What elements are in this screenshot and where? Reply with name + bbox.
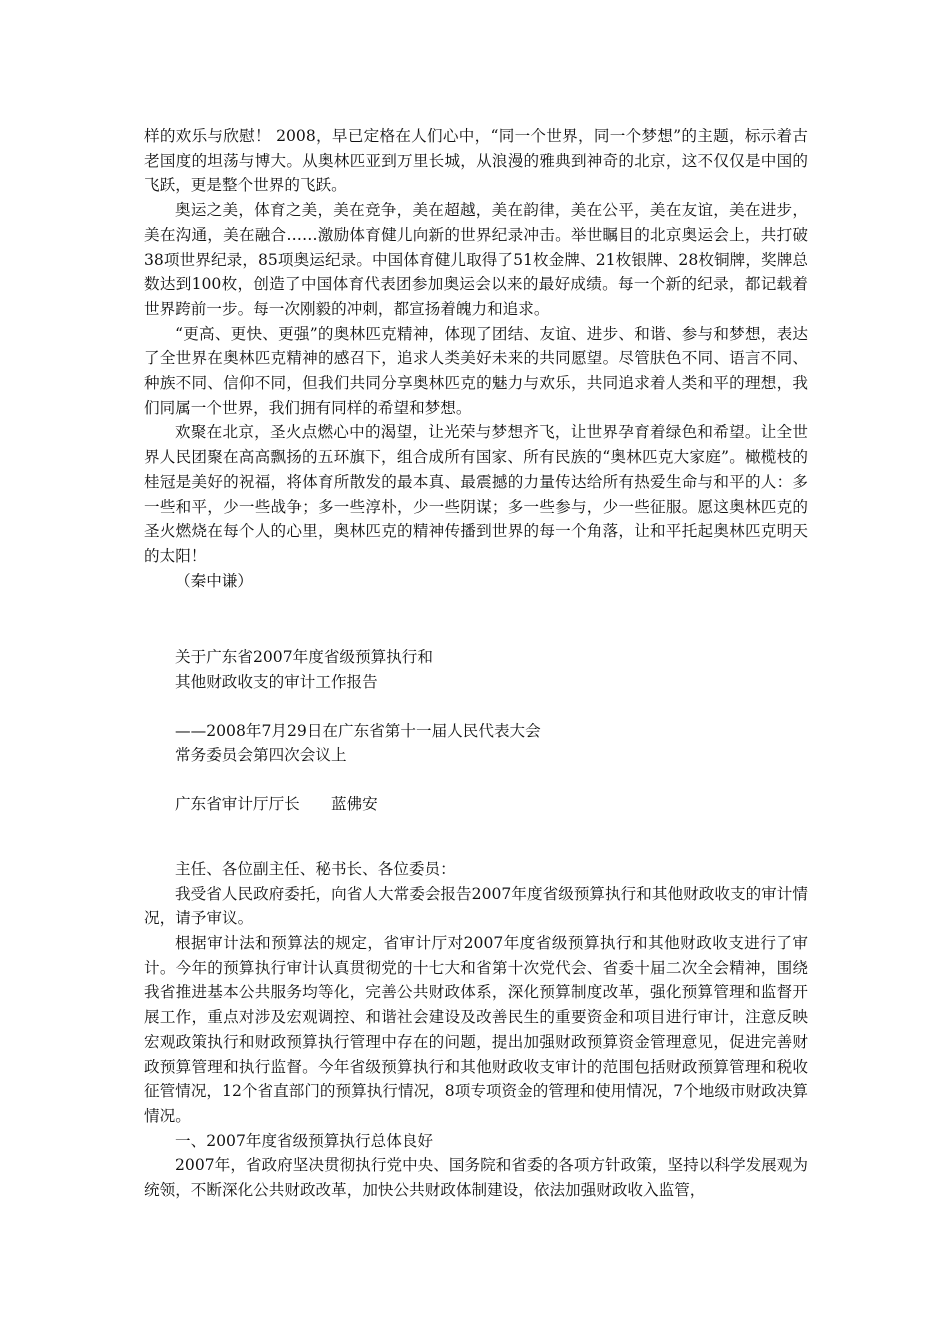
essay-author: （秦中谦） [175,571,253,590]
essay-paragraph-3: “更高、更快、更强”的奥林匹克精神，体现了团结、友谊、进步、和谐、参与和梦想，表达了全世界在奥林匹克精神的感召下，追求人类美好未来的共同愿望。尽管肤色不同、语言不同、种族不同、信仰不同，但我们共同分享奥林匹克的魅力与欢乐，共同追求着人类和平的理想，我们同属一个世界，我们拥有同样的希望和梦想。 [144,324,808,417]
report-subtitle-line-2: 常务委员会第四次会议上 [175,746,347,765]
report-title-line-1: 关于广东省2007年度省级预算执行和 [175,648,433,667]
spacer [144,695,808,719]
report-paragraph-2: 根据审计法和预算法的规定，省审计厅对2007年度省级预算执行和其他财政收支进行了审计。今年的预算执行审计认真贯彻党的十七大和省第十次党代会、省委十届二次全会精神，围绕我省推进基本公共服务均等化，完善公共财政体系，深化预算制度改革，强化预算管理和监督开展工作，重点对涉及宏观调控、和谐社会建设及改善民生的重要资金和项目进行审计，注意反映宏观政策执行和财政预算执行管理中存在的问题，提出加强财政预算资金管理意见，促进完善财政预算管理和执行监督。今年省级预算执行和其他财政收支审计的范围包括财政预算管理和税收征管情况，12个省直部门的预算执行情况，8项专项资金的管理和使用情况，7个地级市财政决算情况。 [144,933,808,1125]
essay-paragraph-1: 样的欢乐与欣慰！ 2008，早已定格在人们心中，“同一个世界，同一个梦想”的主题，标示着古老国度的坦荡与博大。从奥林匹亚到万里长城，从浪漫的雅典到神奇的北京，这不仅仅是中国的飞跃，更是整个世界的飞跃。 [144,127,808,195]
essay-paragraph-2: 奥运之美，体育之美，美在竞争，美在超越，美在韵律，美在公平，美在友谊，美在进步，美在沟通，美在融合……激励体育健儿向新的世界纪录冲击。举世瞩目的北京奥运会上，共打破38项世界纪录，85项奥运纪录。中国体育健儿取得了51枚金牌、21枚银牌、28枚铜牌，奖牌总数达到100枚，创造了中国体育代表团参加奥运会以来的最好成绩。每一个新的纪录，都记载着世界跨前一步。每一次刚毅的冲刺，都宣扬着魄力和追求。 [144,201,808,318]
report-title-line-2: 其他财政收支的审计工作报告 [175,673,378,692]
report-paragraph-3: 2007年，省政府坚决贯彻执行党中央、国务院和省委的各项方针政策，坚持以科学发展观为统领，不断深化公共财政改革，加快公共财政体制建设，依法加强财政收入监管， [144,1156,808,1200]
report-section-1-heading: 一、2007年度省级预算执行总体良好 [175,1131,433,1150]
report-salutation: 主任、各位副主任、秘书长、各位委员： [175,859,456,878]
document-page [144,124,808,1203]
spacer [144,817,808,857]
report-speaker: 广东省审计厅厅长 蓝佛安 [175,795,378,814]
report-paragraph-1: 我受省人民政府委托，向省人大常委会报告2007年度省级预算执行和其他财政收支的审计情况，请予审议。 [144,884,808,928]
essay-paragraph-4: 欢聚在北京，圣火点燃心中的渴望，让光荣与梦想齐飞，让世界孕育着绿色和希望。让全世界人民团聚在高高飘扬的五环旗下，组合成所有国家、所有民族的“奥林匹克大家庭”。橄榄枝的桂冠是美好的祝福，将体育所散发的最本真、最震撼的力量传达给所有热爱生命与和平的人：多一些和平，少一些战争；多一些淳朴，少一些阴谋；多一些参与，少一些征服。愿这奥林匹克的圣火燃烧在每个人的心里，奥林匹克的精神传播到世界的每一个角落，让和平托起奥林匹克明天的太阳！ [144,423,808,565]
spacer [144,593,808,645]
spacer [144,768,808,792]
report-subtitle-line-1: ——2008年7月29日在广东省第十一届人民代表大会 [175,721,541,740]
